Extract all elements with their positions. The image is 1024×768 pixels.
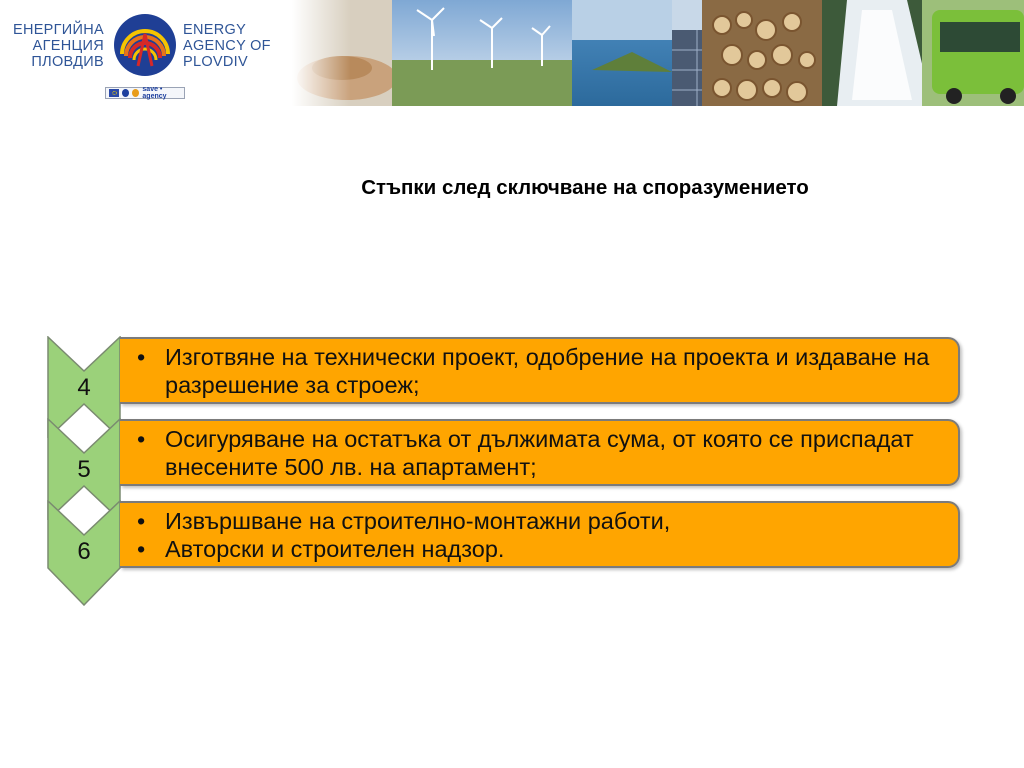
slide-title: Стъпки след сключване на споразумението — [361, 176, 809, 199]
agency-logo-emblem — [112, 12, 178, 78]
step-number: 6 — [77, 538, 91, 565]
header — [0, 0, 1024, 108]
step-content-box — [120, 337, 960, 404]
step-number: 5 — [77, 456, 91, 483]
step-number: 4 — [77, 374, 91, 401]
bullet-item: • Изготвяне на технически проект, одобрение на проекта и издаване на разрешение за строеж; — [165, 343, 948, 399]
logo-text-latin: ENERGY AGENCY OF PLOVDIV — [183, 22, 271, 70]
logo-text-cyrillic: ЕНЕРГИЙНА АГЕНЦИЯ ПЛОВДИВ — [12, 22, 104, 70]
save-agency-badge: save • agency — [105, 87, 185, 99]
eu-flag-icon — [109, 89, 119, 97]
step-content-box — [120, 419, 960, 486]
step-content-box — [120, 501, 960, 568]
bullet-item: • Осигуряване на остатъка от дължимата сума, от която се приспадат внесените 500 лв. на апартамент; — [165, 425, 948, 481]
bullet-item: • Авторски и строителен надзор. — [165, 535, 948, 563]
circle-icon — [132, 89, 139, 97]
energy-photo-banner — [292, 0, 1024, 106]
circle-icon — [122, 89, 129, 97]
bullet-item: • Извършване на строително-монтажни работи, — [165, 507, 948, 535]
